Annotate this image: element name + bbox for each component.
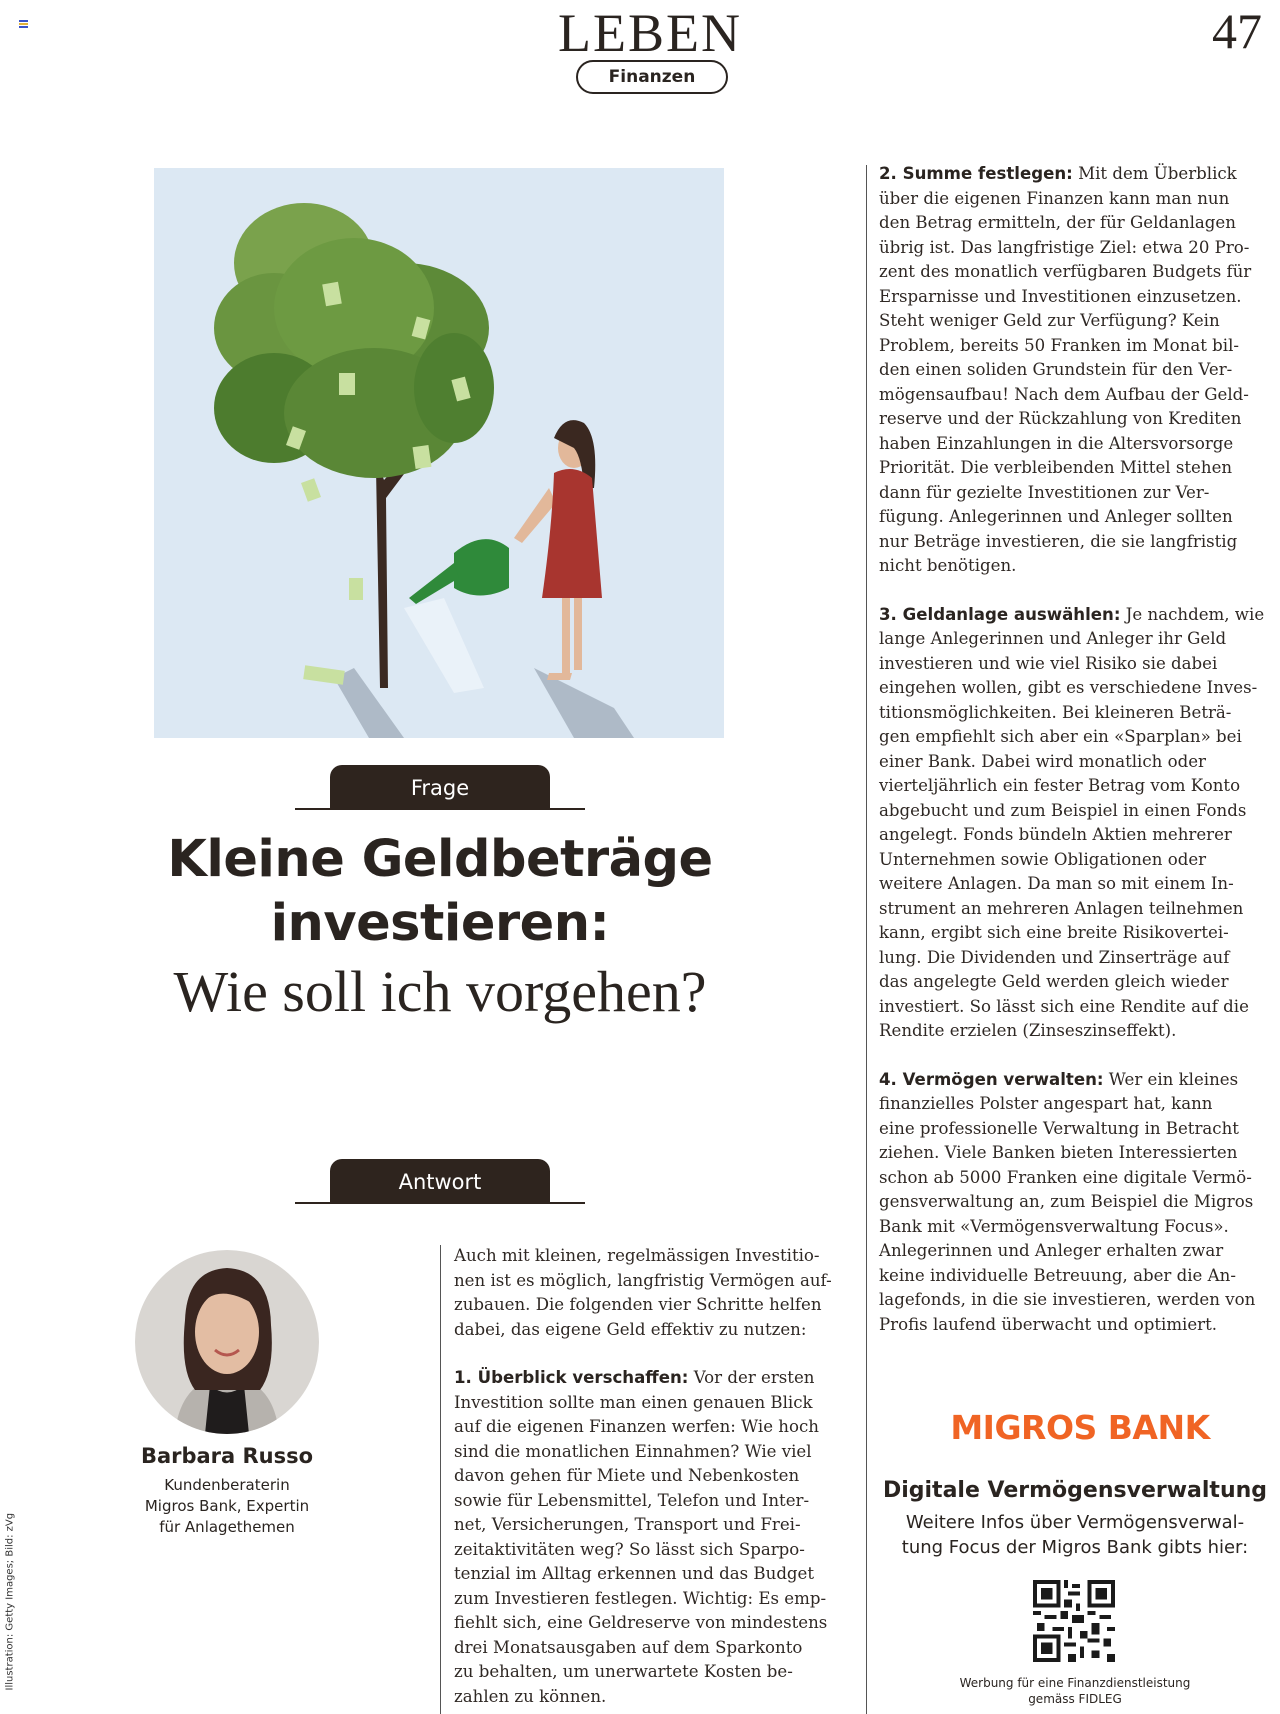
expert-name: Barbara Russo bbox=[140, 1444, 314, 1468]
question-tab bbox=[295, 765, 585, 810]
question-divider bbox=[295, 808, 585, 810]
ad-title: Digitale Vermögensverwaltung bbox=[882, 1478, 1268, 1503]
answer-tab-label: Antwort bbox=[330, 1159, 550, 1202]
menu-icon[interactable] bbox=[19, 20, 28, 28]
money-tree-illustration bbox=[154, 168, 724, 738]
subsection-badge: Finanzen bbox=[576, 60, 728, 94]
image-credit: Illustration: Getty Images; Bild: zVg bbox=[4, 1512, 16, 1691]
step-2-text: Mit dem Überblick über die eigenen Finanzen kann man nun den Betrag ermitteln, der für Geldanlagen übrig ist. Das langfristige Ziel: etwa 20 Pro- zent des monatlich verfügbaren Budgets für Ersparnisse und Investitionen einzusetzen. Steht weniger Geld zur Verfügung? Kein Problem, bereits 50 Franken im Monat bil- den einen soliden Grundstein für den Ver- mögensaufbau! Nach dem Aufbau der Geld- reserve und der Rückzahlung von Krediten haben Einzahlungen in die Altersvorsorge Priorität. Die verbleibenden Mittel stehen dann für gezielte Investitionen zur Ver- fügung. Anlegerinnen und Anleger sollten nur Beträge investieren, die sie langfristig nicht benötigen. bbox=[879, 164, 1252, 575]
headline bbox=[120, 828, 760, 956]
expert-role: Kundenberaterin Migros Bank, Expertin für Anlagethemen bbox=[144, 1476, 310, 1536]
answer-tab bbox=[295, 1159, 585, 1204]
step-4-heading: 4. Vermögen verwalten: bbox=[879, 1069, 1104, 1089]
headline-line-2: investieren: bbox=[270, 894, 610, 953]
migros-bank-logo[interactable]: MIGROS BANK bbox=[950, 1408, 1210, 1447]
page-number: 47 bbox=[1212, 3, 1262, 59]
step-2-heading: 2. Summe festlegen: bbox=[879, 164, 1073, 183]
article-step-2 bbox=[879, 162, 1279, 579]
headline-line-1: Kleine Geldbeträge bbox=[167, 830, 713, 889]
expert-photo bbox=[135, 1250, 319, 1434]
qr-code-icon[interactable] bbox=[1033, 1580, 1115, 1662]
column-divider-right bbox=[866, 165, 867, 1714]
article-step-1 bbox=[454, 1366, 858, 1709]
article-step-4 bbox=[879, 1068, 1279, 1338]
step-1-text: Vor der ersten Investition sollte man einen genauen Blick auf die eigenen Finanzen werfen: Wie hoch sind die monatlichen Einnahmen? Wie viel davon gehen für Miete und Nebenkosten sowie für Lebensmittel, Telefon und Inter- net, Versicherungen, Transport und Frei- zeitaktivitäten weg? So lässt sich Sparpo- tenzial im Alltag erkennen und das Budget zum Investieren festlegen. Wichtig: Es emp- fiehlt sich, eine Geldreserve von mindestens drei Monatsausgaben auf dem Sparkonto zu behalten, um unerwartete Kosten be- zahlen zu können. bbox=[454, 1368, 828, 1706]
step-3-text: Je nachdem, wie lange Anlegerinnen und Anleger ihr Geld investieren und wie viel Risiko sie dabei eingehen wollen, gibt es verschiedene Inves- titionsmöglichkeiten. Bei kleineren Beträ- gen empfiehlt sich aber ein «Sparplan» bei einer Bank. Dabei wird monatlich oder vierteljährlich ein fester Betrag vom Konto abgebucht und zum Beispiel in einen Fonds angelegt. Fonds bündeln Aktien mehrerer Unternehmen sowie Obligationen oder weitere Anlagen. Da man so mit einem In- strument an mehreren Anlagen teilnehmen kann, ergibt sich eine breite Risikovertei- lung. Die Dividenden und Zinserträge auf das angelegte Geld werden gleich wieder investiert. So lässt sich eine Rendite auf die Rendite erzielen (Zinseszinseffekt). bbox=[879, 604, 1265, 1040]
answer-divider bbox=[295, 1202, 585, 1204]
question-tab-label: Frage bbox=[330, 765, 550, 808]
step-3-heading: 3. Geldanlage auswählen: bbox=[879, 604, 1121, 624]
article-column-right bbox=[879, 162, 1279, 1337]
ad-text: Weitere Infos über Vermögensverwal- tung Focus der Migros Bank gibts hier: bbox=[901, 1512, 1249, 1558]
expert-avatar bbox=[135, 1250, 319, 1434]
step-1-heading: 1. Überblick verschaffen: bbox=[454, 1368, 689, 1387]
article-step-3 bbox=[879, 603, 1279, 1044]
article-column-middle bbox=[454, 1244, 858, 1709]
subheadline: Wie soll ich vorgehen? bbox=[173, 959, 707, 1024]
column-divider-left bbox=[440, 1245, 441, 1714]
article-intro: Auch mit kleinen, regelmässigen Investitio- nen ist es möglich, langfristig Vermögen auf- zubauen. Die folgenden vier Schritte helfen dabei, das eigene Geld effektiv zu nutzen: bbox=[454, 1246, 832, 1339]
step-4-text: Wer ein kleines finanzielles Polster angespart hat, kann eine professionelle Verwaltung in Betracht ziehen. Viele Banken bieten Interessierten schon ab 5000 Franken eine digitale Vermö- gensverwaltung an, zum Beispiel die Migros Bank mit «Vermögensverwaltung Focus». Anlegerinnen und Anleger erhalten zwar keine individuelle Betreuung, aber die An- lagefonds, in die sie investieren, werden von Profis laufend überwacht und optimiert. bbox=[879, 1069, 1256, 1334]
ad-disclaimer: Werbung für eine Finanzdienstleistung gemäss FIDLEG bbox=[959, 1676, 1191, 1706]
section-title: LEBEN bbox=[558, 3, 742, 63]
